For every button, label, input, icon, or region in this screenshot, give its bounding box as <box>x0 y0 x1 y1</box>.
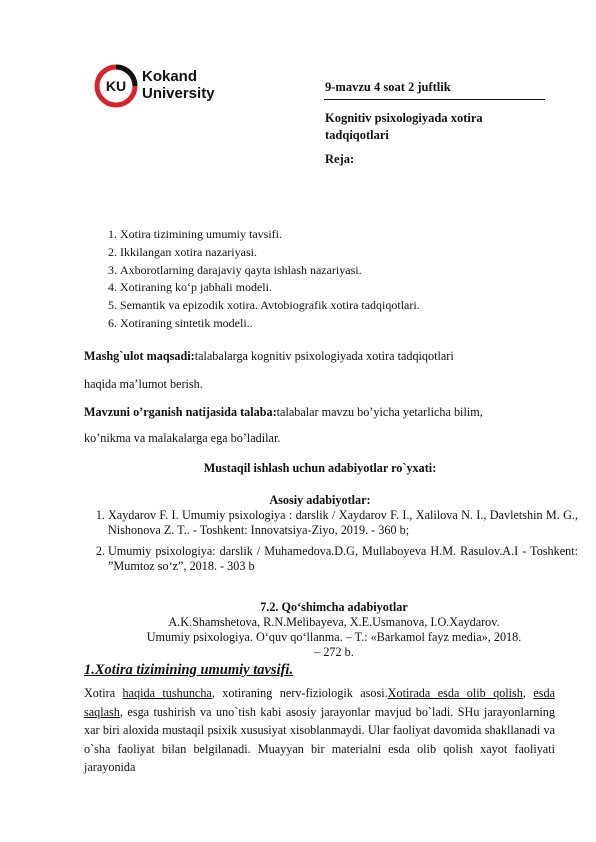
plan-label: Reja: <box>325 152 355 166</box>
plan-item: 1. Xotira tizimining umumiy tavsifi. <box>120 226 420 244</box>
body-text: , xotiraning nerv-fiziologik asosi. <box>211 686 388 700</box>
logo-line-1: Kokand <box>142 68 198 85</box>
goal-label: Mashg`ulot maqsadi: <box>84 349 195 363</box>
underlined-term: haqida tushuncha <box>122 686 212 700</box>
goal-paragraph <box>84 348 524 364</box>
svg-text:KU: KU <box>105 78 127 94</box>
result-text-2: ko’nikma va malakalarga ega bo’ladilar. <box>84 431 281 445</box>
underlined-term: Xotirada esda olib qolish <box>387 686 523 700</box>
goal-text-2: haqida ma’lumot berish. <box>84 377 203 391</box>
logo-line-2: University <box>142 85 215 102</box>
result-label: Mavzuni o’rganish natijasida talaba: <box>84 405 277 419</box>
plan-item: 5. Semantik va epizodik xotira. Avtobiografik xotira tadqiqotlari. <box>120 297 420 315</box>
extra-literature-line-3: – 272 b. <box>314 645 354 659</box>
literature-item: 1. Xaydarov F. I. Umumiy psixologiya : darslik / Xaydarov F. I., Xalilova N. I., Davletshin M. G., Nishonova Z. T.. - Toshkent: Innovatsiya-Ziyo, 2019. - 360 b; <box>108 508 578 538</box>
extra-literature-heading: 7.2. Qo‘shimcha adabiyotlar <box>260 600 408 614</box>
section-heading: 1.Xotira tizimining umumiy tavsifi. <box>84 662 294 678</box>
result-text-1: talabalar mavzu bo’yicha yetarlicha bilim, <box>276 405 483 419</box>
body-text: Xotira <box>84 686 123 700</box>
ku-logo-icon <box>94 64 138 108</box>
extra-literature-line-2: Umumiy psixologiya. O‘quv qo‘llanma. – T.: «Barkamol fayz media», 2018. <box>146 630 522 644</box>
topic-line: 9-mavzu 4 soat 2 juftlik <box>325 80 451 94</box>
body-text: , <box>522 686 534 700</box>
main-literature-heading: Asosiy adabiyotlar: <box>269 493 371 507</box>
goal-text-1: talabalarga kognitiv psixologiyada xotira tadqiqotlari <box>194 349 454 363</box>
result-paragraph <box>84 404 564 420</box>
plan-item: 4. Xotiraning ko‘p jabhali modeli. <box>120 279 420 297</box>
header-rule <box>324 99 545 100</box>
plan-item: 3. Axborotlarning darajaviy qayta ishlash nazariyasi. <box>120 262 420 280</box>
underlined-term: esda saqlash <box>84 686 555 719</box>
extra-literature-line-1: A.K.Shamshetova, R.N.Melibayeva, X.E.Usmanova, I.O.Xaydarov. <box>168 615 500 629</box>
body-text: , esga tushirish va uno`tish kabi asosiy jarayonlar mavjud bo`ladi. SHu jarayonlarning xar biri aloxida mustaqil psixik xususiyat xisoblanmaydi. Ular faoliyat davomida shakllanadi va o`sha faoliyat bilan belgilanadi. Muayyan bir materialni esda olib qolish xayot faoliyati jarayonida <box>84 704 555 774</box>
literature-heading: Mustaqil ishlash uchun adabiyotlar ro`yxati: <box>203 461 437 475</box>
literature-item: 2. Umumiy psixologiya: darslik / Muhamedova.D.G, Mullaboyeva H.M. Rasulov.A.I - Toshkent: ”Mumtoz so‘z”, 2018. - 303 b <box>108 544 578 574</box>
university-logo <box>94 64 244 108</box>
main-literature-list <box>88 508 578 580</box>
plan-list <box>100 226 420 333</box>
logo-wordmark <box>142 68 215 102</box>
page-title: Kognitiv psixologiyada xotira tadqiqotlari <box>325 111 483 142</box>
plan-item: 2. Ikkilangan xotira nazariyasi. <box>120 244 420 262</box>
section-body <box>84 684 555 777</box>
plan-item: 6. Xotiraning sintetik modeli.. <box>120 315 420 333</box>
